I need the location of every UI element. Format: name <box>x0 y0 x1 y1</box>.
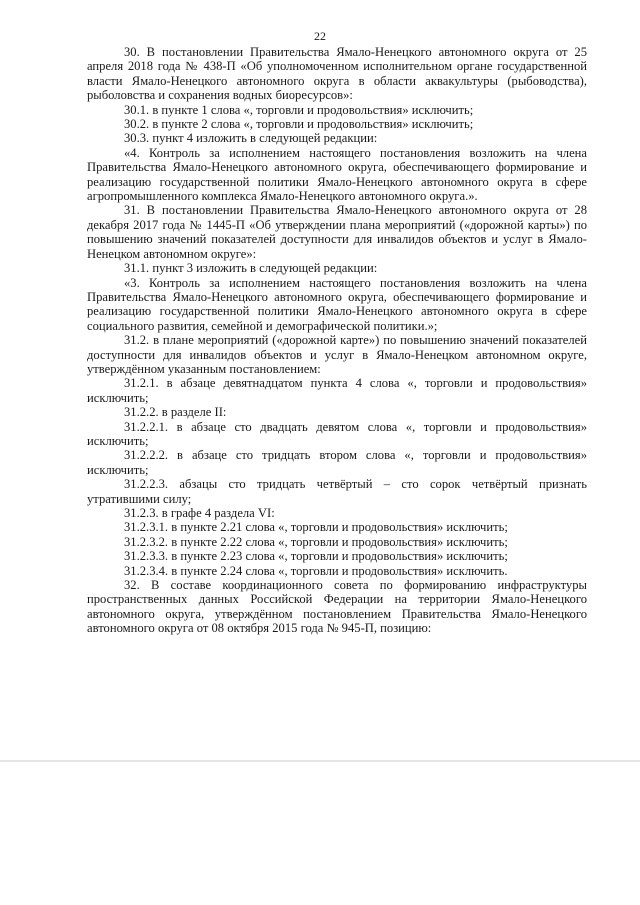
paragraph-31-2-2-2: 31.2.2.2. в абзаце сто тридцать втором слова «, торговли и продовольствия» исключить; <box>87 448 587 477</box>
paragraph-31: 31. В постановлении Правительства Ямало-Ненецкого автономного округа от 28 декабря 2017 года № 1445-П «Об утверждении плана мероприятий («дорожной карты») по повышению значений показателей доступности для инвалидов объектов и услуг в Ямало-Ненецком автономном округе»: <box>87 203 587 261</box>
paragraph-31-2-3-1: 31.2.3.1. в пункте 2.21 слова «, торговли и продовольствия» исключить; <box>124 520 508 535</box>
paragraph-30-3: 30.3. пункт 4 изложить в следующей редакции: <box>124 131 378 146</box>
paragraph-32: 32. В составе координационного совета по формированию инфраструктуры пространственных данных Российской Федерации на территории Ямало-Ненецкого автономного округа, утверждённом постановлением Правительства Ямало-Ненецкого автономного округа от 08 октября 2015 года № 945-П, позицию: <box>87 578 587 636</box>
paragraph-30-2: 30.2. в пункте 2 слова «, торговли и продовольствия» исключить; <box>124 117 474 132</box>
paragraph-31-2: 31.2. в плане мероприятий («дорожной карте») по повышению значений показателей доступности для инвалидов объектов и услуг в Ямало-Ненецком автономном округе, утверждённом указанным постановлением: <box>87 333 587 376</box>
document-body <box>87 45 587 636</box>
paragraph-31-2-3: 31.2.3. в графе 4 раздела VI: <box>124 506 275 520</box>
paragraph-30-3-quote: «4. Контроль за исполнением настоящего постановления возложить на члена Правительства Ямало-Ненецкого автономного округа, обеспечивающего формирование и реализацию государственной политики Ямало-Ненецкого автономного округа в сфере агропромышленного комплекса Ямало-Ненецкого автономного округа.». <box>87 145 587 204</box>
paragraph-31-2-1: 31.2.1. в абзаце девятнадцатом пункта 4 слова «, торговли и продовольствия» исключить; <box>87 376 587 405</box>
paragraph-31-2-2-1: 31.2.2.1. в абзаце сто двадцать девятом слова «, торговли и продовольствия» исключить; <box>87 419 587 448</box>
paragraph-31-1-quote: «3. Контроль за исполнением настоящего постановления возложить на члена Правительства Ямало-Ненецкого автономного округа, обеспечивающего формирование и реализацию государственной политики Ямало-Ненецкого автономного округа в сфере социального развития, семейной и демографической политики.»; <box>87 275 587 333</box>
page-number: 22 <box>314 29 326 43</box>
paragraph-31-2-3-3: 31.2.3.3. в пункте 2.23 слова «, торговли и продовольствия» исключить; <box>124 549 508 564</box>
paragraph-31-2-2: 31.2.2. в разделе II: <box>124 405 227 420</box>
paragraph-31-2-3-4: 31.2.3.4. в пункте 2.24 слова «, торговли и продовольствия» исключить. <box>124 563 508 578</box>
page-bottom-edge <box>0 760 640 762</box>
paragraph-31-1: 31.1. пункт 3 изложить в следующей редакции: <box>124 261 378 276</box>
paragraph-30-1: 30.1. в пункте 1 слова «, торговли и продовольствия» исключить; <box>124 102 474 117</box>
paragraph-31-2-3-2: 31.2.3.2. в пункте 2.22 слова «, торговли и продовольствия» исключить; <box>124 534 508 549</box>
paragraph-30: 30. В постановлении Правительства Ямало-Ненецкого автономного округа от 25 апреля 2018 года № 438-П «Об уполномоченном исполнительном органе государственной власти Ямало-Ненецкого автономного округа в области аквакультуры (рыбоводства), рыболовства и сохранения водных биоресурсов»: <box>87 45 587 103</box>
paragraph-31-2-2-3: 31.2.2.3. абзацы сто тридцать четвёртый – сто сорок четвёртый признать утратившими силу; <box>87 477 587 506</box>
